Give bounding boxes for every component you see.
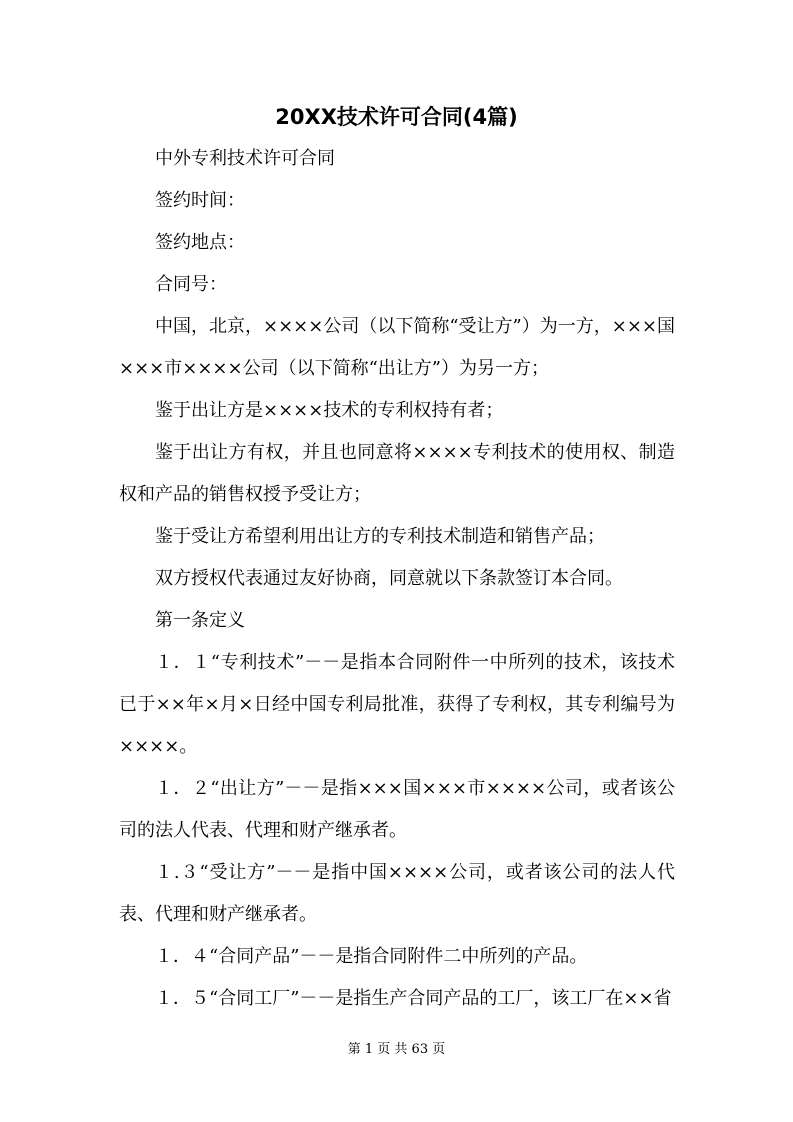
paragraph-whereas-1: 鉴于出让方是××××技术的专利权持有者； [155,400,504,421]
clause-1-1: １．１“专利技术”－－是指本合同附件一中所列的技术，该技术已于××年×月×日经中国专利局批准，获得了专利权，其专利编号为××××。 [119,652,675,757]
paragraph-contract-number: 合同号： [155,274,227,295]
clause-1-4: １．４“合同产品”－－是指合同附件二中所列的产品。 [155,946,588,967]
section-heading-definitions: 第一条定义 [155,610,245,631]
paragraph-whereas-3: 鉴于受让方希望利用出让方的专利技术制造和销售产品； [155,526,605,547]
paragraph-whereas-2: 鉴于出让方有权，并且也同意将××××专利技术的使用权、制造权和产品的销售权授予受让方； [119,442,675,505]
clause-1-3: １.３“受让方”－－是指中国××××公司，或者该公司的法人代表、代理和财产继承者。 [119,862,675,925]
document-body [119,138,675,1020]
paragraph-agreement: 双方授权代表通过友好协商，同意就以下条款签订本合同。 [155,568,623,589]
clause-1-5: １．５“合同工厂”－－是指生产合同产品的工厂，该工厂在××省 [155,988,672,1009]
page-footer: 第 1 页 共 63 页 [347,1042,446,1057]
paragraph-contract-name: 中外专利技术许可合同 [155,148,335,169]
clause-1-2: １．２“出让方”－－是指×××国×××市××××公司，或者该公司的法人代表、代理和财产继承者。 [119,778,675,841]
paragraph-parties: 中国，北京，××××公司（以下简称“受让方”）为一方，×××国×××市××××公司（以下简称“出让方”）为另一方； [119,316,675,379]
paragraph-signing-place: 签约地点： [155,232,245,253]
document-title: 20XX技术许可合同(4篇) [275,105,518,129]
paragraph-signing-time: 签约时间： [155,190,245,211]
